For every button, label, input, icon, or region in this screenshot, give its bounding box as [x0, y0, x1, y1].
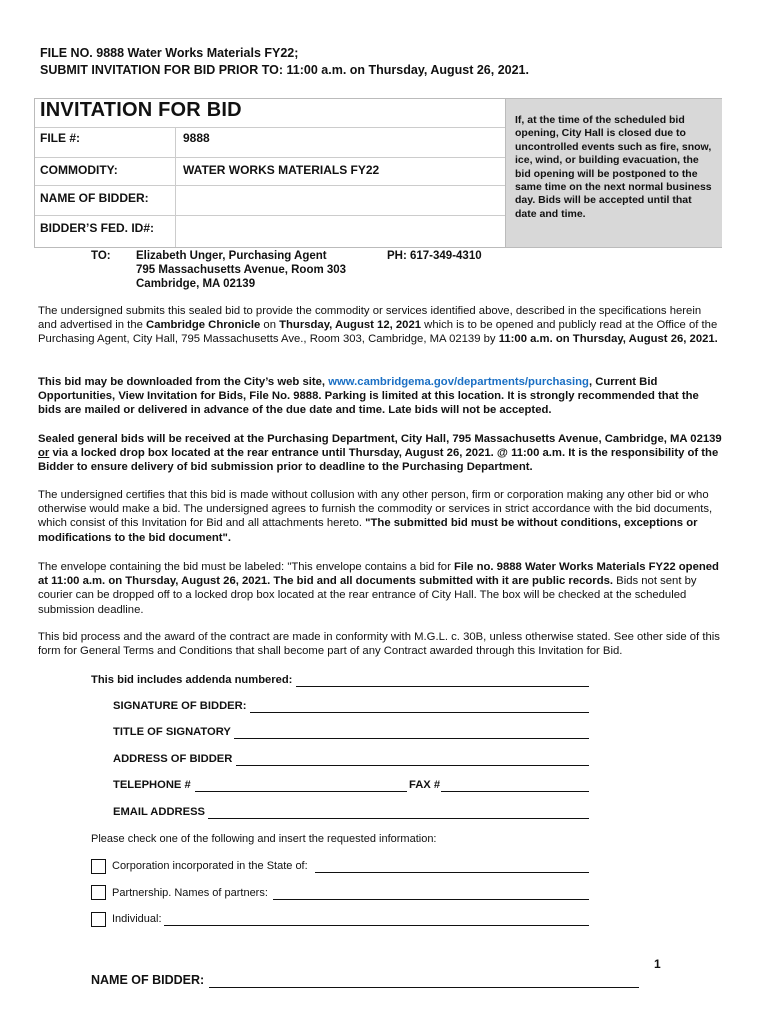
invitation-title: INVITATION FOR BID: [40, 99, 242, 121]
invitation-box: [34, 98, 722, 248]
submission-deadline-heading: SUBMIT INVITATION FOR BID PRIOR TO: 11:00 a.m. on Thursday, August 26, 2021.: [40, 63, 529, 77]
fed-id-row: [35, 215, 505, 248]
file-number-row: [35, 127, 505, 158]
check-instructions: Please check one of the following and insert the requested information:: [91, 833, 437, 845]
invitation-main-panel: [35, 99, 505, 247]
closure-notice-panel: [505, 99, 722, 247]
p3-text-a: Sealed general bids will be received at the Purchasing Department, City Hall, 795 Massachusetts Avenue, Cambridge, MA 02139: [38, 433, 722, 445]
individual-checkbox[interactable]: [91, 912, 106, 927]
telephone-label: TELEPHONE #: [113, 779, 191, 791]
individual-input-line[interactable]: [164, 925, 589, 926]
recipient-phone: PH: 617-349-4310: [387, 250, 482, 262]
recipient-address-line2: Cambridge, MA 02139: [136, 278, 256, 290]
signature-input-line[interactable]: [250, 712, 589, 713]
p3-text-b: via a locked drop box located at the rear entrance until Thursday, August 26, 2021. @ 11:00 a.m. It is the responsibility of the Bidder to ensure delivery of bid submission prior to deadline to the Purchasing Department.: [38, 447, 719, 474]
p3-or: or: [38, 447, 50, 460]
fax-label: FAX #: [409, 779, 441, 791]
recipient-name: Elizabeth Unger, Purchasing Agent: [136, 250, 327, 262]
commodity-label: COMMODITY:: [40, 163, 118, 177]
p1-text-a: The undersigned submits this sealed bid to provide the commodity or services identified above, described in the specifications herein and advertised in the: [38, 305, 702, 332]
paragraph-envelope-label: [38, 560, 723, 617]
individual-label: Individual:: [112, 913, 162, 925]
p4-text-a: The undersigned certifies that this bid is made without collusion with any other person, firm or corporation making any other bid or who otherwise would make a bid. The undersigned agrees to furnish the commodity or services in strict accordance with the bid documents, which consist of this Invitation for Bid and all attachments hereto.: [38, 489, 713, 530]
closure-notice-text: If, at the time of the scheduled bid opening, City Hall is closed due to uncontrolled events such as fire, snow, ice, wind, or building evacuation, the bid opening will be postponed to the same time on the next normal business day. Bids will be accepted until that date and time.: [515, 114, 712, 220]
paragraph-mgl: This bid process and the award of the contract are made in conformity with M.G.L. c. 30B, unless otherwise stated. See other side of this form for General Terms and Conditions that shall become part of any Contract awarded through this Invitation for Bid.: [38, 631, 720, 658]
footer-bidder-name-input-line[interactable]: [209, 987, 639, 988]
envelope-label-text: File no. 9888 Water Works Materials FY22 opened at 11:00 a.m. on Thursday, August 26, 2021. The bid and all documents submitted with it are public records.: [38, 561, 719, 588]
p5-text-c: Bids not sent by courier can be dropped off to a locked drop box located at the rear entrance of City Hall. The box will be checked at the scheduled submission deadline.: [38, 575, 697, 616]
addenda-input-line[interactable]: [296, 686, 589, 687]
p5-text-a: The envelope containing the bid must be labeled: "This envelope contains a bid for: [38, 561, 454, 573]
p1-text-e: which is to be opened and publicly read at the Office of the Purchasing Agent, City Hall, 795 Massachusetts Ave., Room 303, Cambridge, MA 02139 by: [38, 319, 718, 346]
signatory-title-input-line[interactable]: [234, 738, 589, 739]
page-number: 1: [654, 957, 661, 971]
p1-text-c: on: [260, 319, 280, 332]
document-header: [40, 45, 529, 79]
p2-text-b: , Current Bid Opportunities, View Invitation for Bids, File No. 9888. Parking is limited at this location. It is strongly recommended that the bids are mailed or delivered in advance of the due date and time. Late bids will not be accepted.: [38, 376, 699, 417]
partnership-label: Partnership. Names of partners:: [112, 887, 268, 899]
paragraph-download: [38, 375, 723, 418]
commodity-value: WATER WORKS MATERIALS FY22: [183, 163, 380, 177]
footer-bidder-name-label: NAME OF BIDDER:: [91, 973, 205, 987]
corporation-state-input-line[interactable]: [315, 872, 589, 873]
file-number-heading: FILE NO. 9888 Water Works Materials FY22;: [40, 46, 299, 60]
bidder-address-label: ADDRESS OF BIDDER: [113, 753, 233, 765]
corporation-checkbox[interactable]: [91, 859, 106, 874]
file-number-value: 9888: [183, 131, 210, 145]
recipient-address-line1: 795 Massachusetts Avenue, Room 303: [136, 264, 347, 276]
partnership-checkbox[interactable]: [91, 885, 106, 900]
bidder-name-label: NAME OF BIDDER:: [40, 191, 149, 205]
fed-id-label: BIDDER’S FED. ID#:: [40, 221, 155, 235]
partners-input-line[interactable]: [273, 899, 589, 900]
newspaper-name: Cambridge Chronicle: [146, 319, 261, 332]
recipient-block: [136, 249, 346, 291]
email-input-line[interactable]: [208, 818, 589, 819]
paragraph-certification: [38, 488, 723, 545]
corporation-label: Corporation incorporated in the State of:: [112, 860, 308, 872]
paragraph-sealed-bids: [38, 432, 723, 475]
signatory-title-label: TITLE OF SIGNATORY: [113, 726, 231, 738]
telephone-input-line[interactable]: [195, 791, 407, 792]
signature-label: SIGNATURE OF BIDDER:: [113, 700, 247, 712]
commodity-row: [35, 157, 505, 186]
email-label: EMAIL ADDRESS: [113, 806, 205, 818]
fax-input-line[interactable]: [441, 791, 589, 792]
bidder-name-row: [35, 185, 505, 216]
p2-text-a: This bid may be downloaded from the City’s web site,: [38, 376, 329, 388]
addenda-label: This bid includes addenda numbered:: [91, 674, 293, 686]
opening-deadline: 11:00 a.m. on Thursday, August 26, 2021.: [498, 333, 718, 346]
no-conditions-statement: "The submitted bid must be without conditions, exceptions or modifications to the bid document".: [38, 517, 698, 544]
file-number-label: FILE #:: [40, 131, 81, 145]
advertised-date: Thursday, August 12, 2021: [279, 319, 422, 332]
bidder-address-input-line[interactable]: [236, 765, 589, 766]
paragraph-submission: [38, 304, 723, 347]
purchasing-website-link[interactable]: www.cambridgema.gov/departments/purchasing: [328, 376, 589, 388]
to-label: TO:: [91, 250, 111, 262]
